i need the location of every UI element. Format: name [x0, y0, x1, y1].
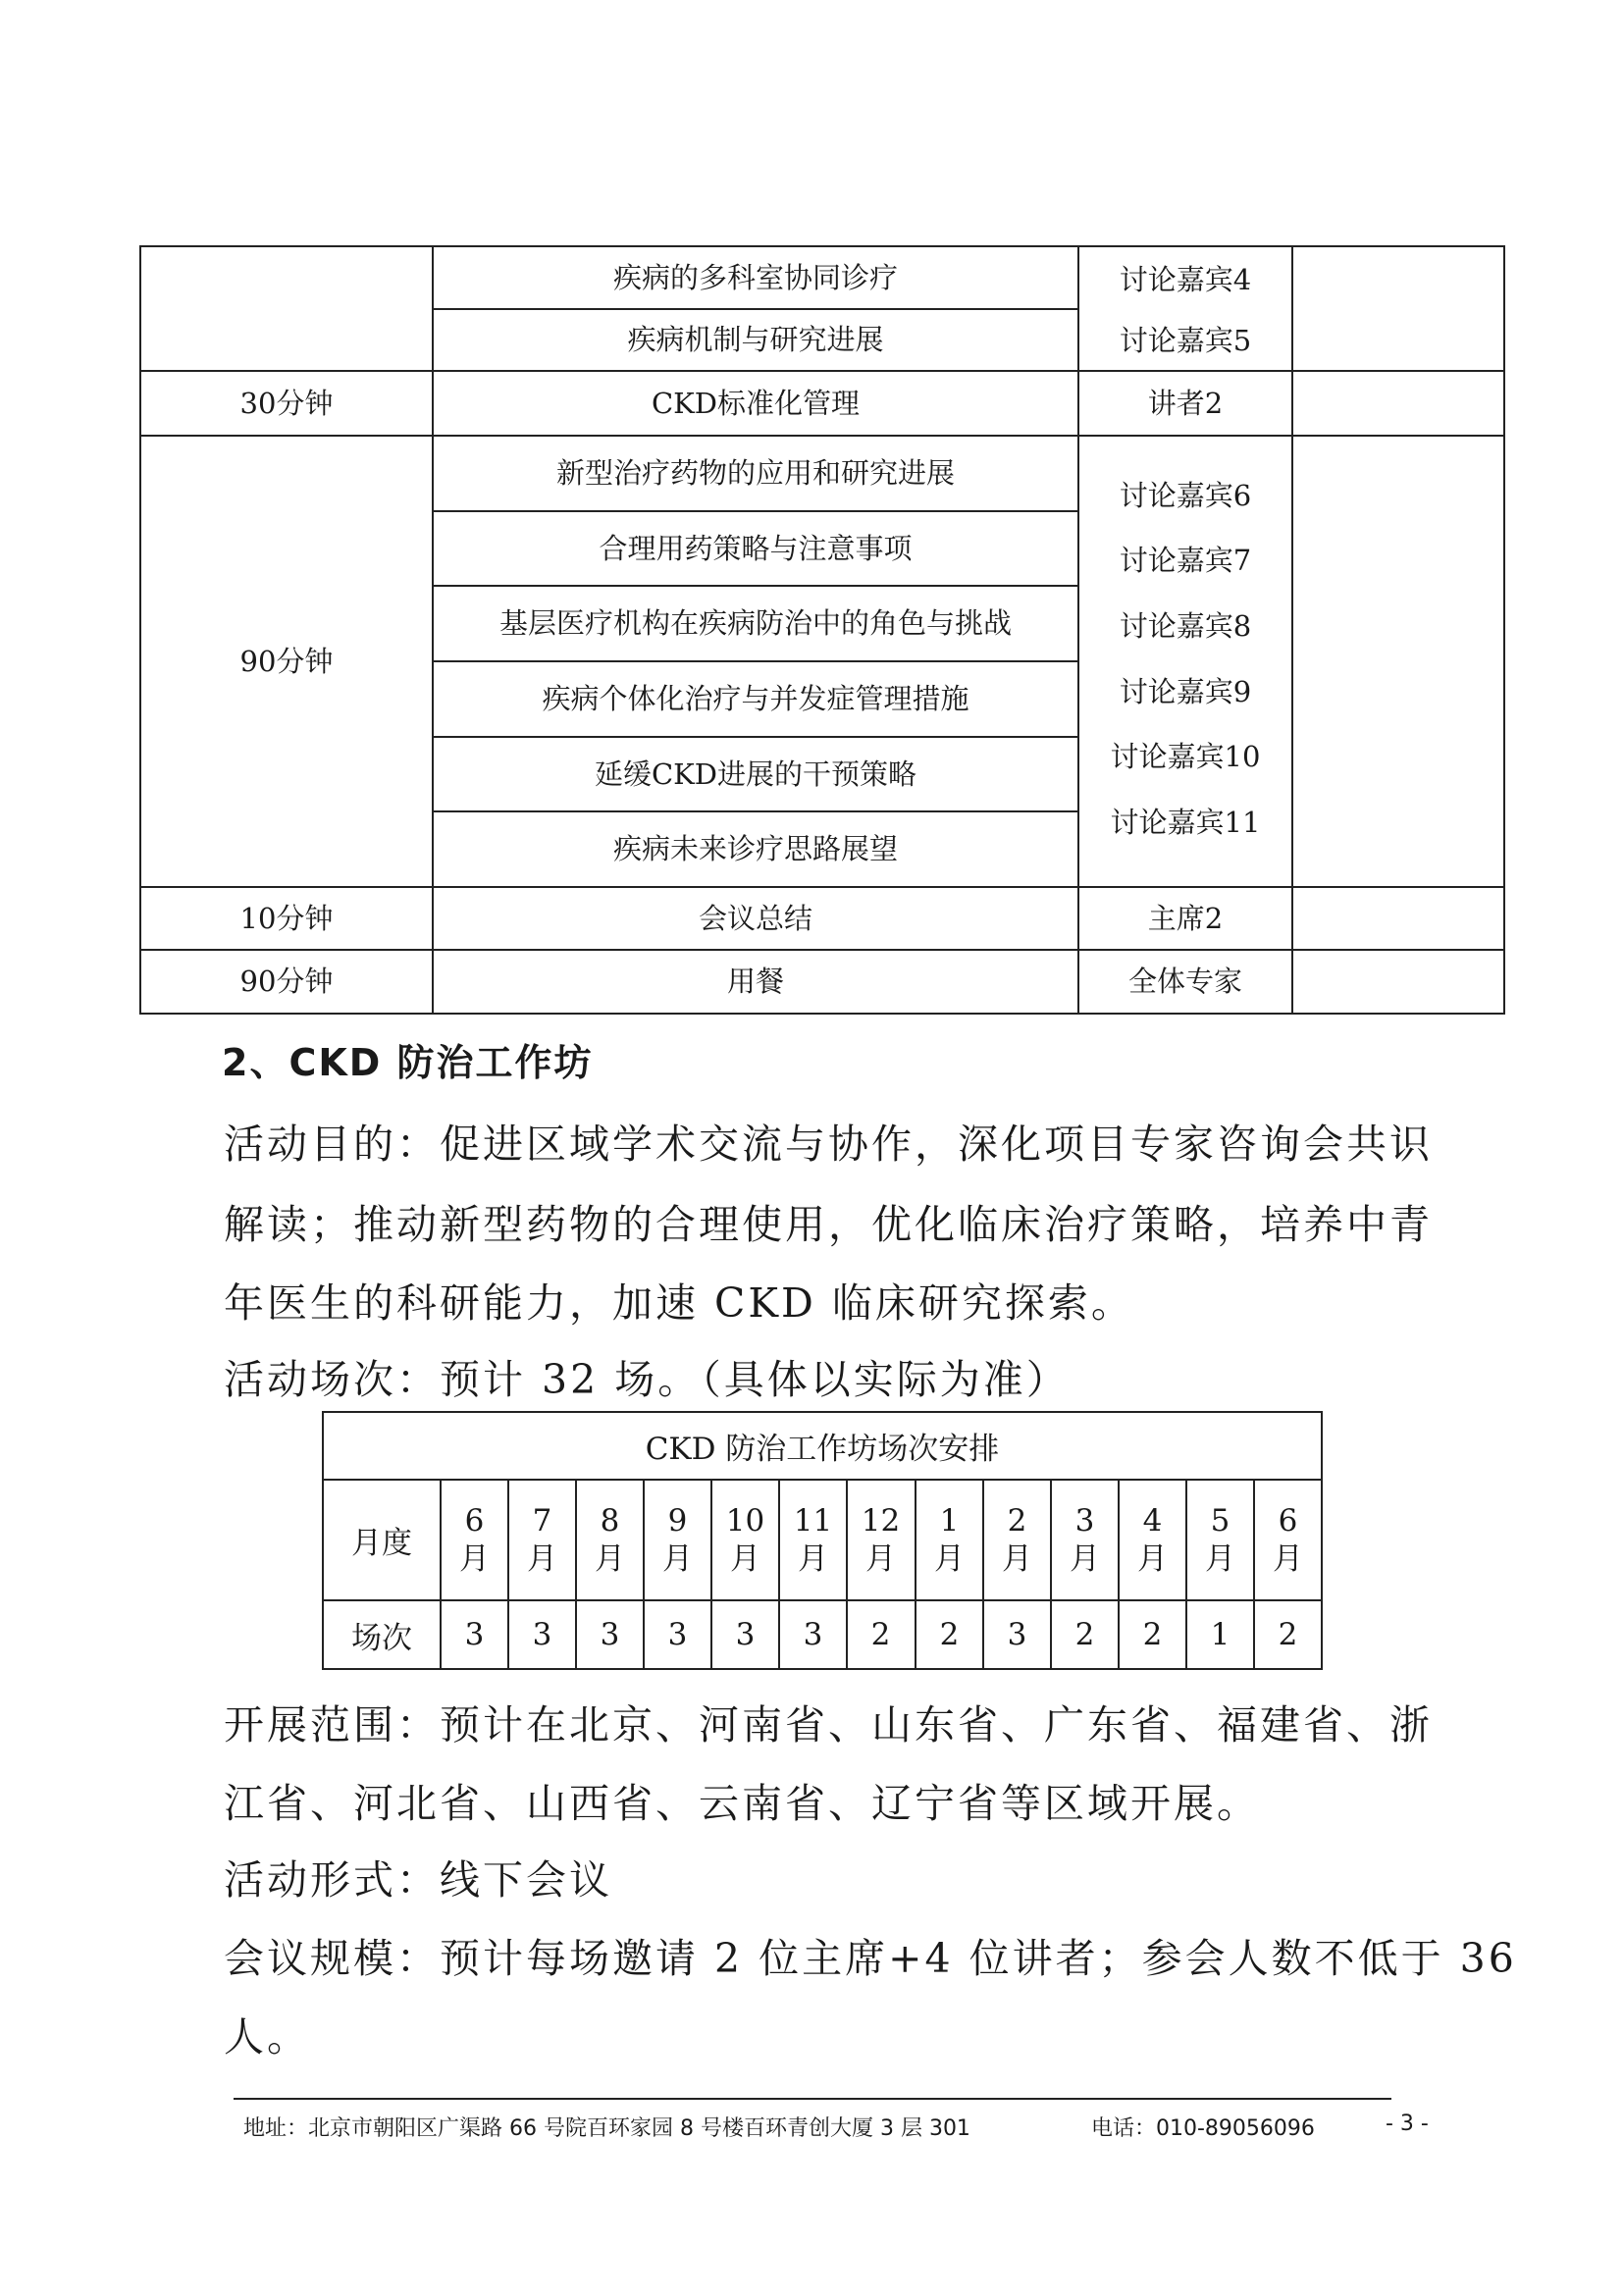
month-unit: 月 [730, 1540, 760, 1577]
month-unit: 月 [1273, 1540, 1303, 1577]
sessions-table-title: CKD 防治工作坊场次安排 [645, 1432, 1000, 1467]
month-number: 6 [464, 1502, 485, 1539]
month-unit: 月 [1137, 1540, 1168, 1577]
duration-cell: 90分钟 [239, 644, 334, 678]
count-header-label: 场次 [351, 1620, 412, 1656]
month-number: 1 [939, 1502, 960, 1539]
month-header-cell [509, 1481, 575, 1599]
month-number: 8 [600, 1502, 620, 1539]
month-unit: 月 [865, 1540, 896, 1577]
session-count-cell: 3 [803, 1617, 823, 1652]
month-header-cell [577, 1481, 643, 1599]
purpose-line: 解读；推动新型药物的合理使用，优化临床治疗策略，培养中青 [224, 1201, 1433, 1248]
topic-cell: 用餐 [726, 965, 784, 999]
month-unit: 月 [934, 1540, 965, 1577]
month-unit: 月 [662, 1540, 693, 1577]
month-header-cell [712, 1481, 778, 1599]
scale-line: 人。 [224, 2013, 310, 2061]
topic-cell: 合理用药策略与注意事项 [599, 531, 913, 565]
month-number: 10 [725, 1502, 765, 1539]
session-count-cell: 2 [870, 1617, 891, 1652]
speaker-name: 讨论嘉宾5 [1119, 324, 1252, 358]
section-heading: 2、CKD 防治工作坊 [222, 1041, 594, 1084]
session-count-cell: 2 [1142, 1617, 1163, 1652]
month-unit: 月 [798, 1540, 828, 1577]
session-count-cell: 3 [464, 1617, 485, 1652]
scale-line: 会议规模：预计每场邀请 2 位主席+4 位讲者；参会人数不低于 36 [224, 1935, 1517, 1982]
speaker-cell: 全体专家 [1127, 965, 1242, 999]
sessions-line: 活动场次：预计 32 场。（具体以实际为准） [224, 1356, 1070, 1403]
month-unit: 月 [527, 1540, 557, 1577]
topic-cell: 延缓CKD进展的干预策略 [594, 757, 917, 791]
month-number: 2 [1007, 1502, 1027, 1539]
month-header-cell [1052, 1481, 1118, 1599]
month-header-cell [645, 1481, 710, 1599]
month-unit: 月 [595, 1540, 625, 1577]
month-header-cell [1187, 1481, 1253, 1599]
month-header-label: 月度 [351, 1526, 412, 1561]
purpose-line: 年医生的科研能力，加速 CKD 临床研究探索。 [224, 1279, 1134, 1327]
month-unit: 月 [1205, 1540, 1235, 1577]
month-header-cell [1255, 1481, 1321, 1599]
month-header-cell [984, 1481, 1050, 1599]
topic-cell: 基层医疗机构在疾病防治中的角色与挑战 [498, 606, 1012, 641]
session-count-cell: 3 [1007, 1617, 1027, 1652]
session-count-cell: 1 [1210, 1617, 1230, 1652]
speaker-name: 讨论嘉宾6 [1119, 478, 1252, 512]
session-count-cell: 2 [939, 1617, 960, 1652]
session-count-cell: 3 [735, 1617, 756, 1652]
duration-cell: 10分钟 [239, 901, 334, 935]
month-number: 12 [861, 1502, 901, 1539]
month-header-cell [848, 1481, 914, 1599]
format-line: 活动形式：线下会议 [224, 1856, 612, 1904]
speaker-cell [1079, 247, 1291, 370]
month-number: 5 [1210, 1502, 1230, 1539]
page-number: - 3 - [1386, 2112, 1429, 2136]
month-number: 3 [1074, 1502, 1095, 1539]
footer-divider [234, 2098, 1391, 2100]
month-header-cell [1120, 1481, 1185, 1599]
scope-line: 江省、河北省、山西省、云南省、辽宁省等区域开展。 [224, 1780, 1260, 1827]
topic-cell: 疾病的多科室协同诊疗 [612, 260, 898, 294]
speaker-name: 讨论嘉宾7 [1119, 544, 1252, 578]
topic-cell: CKD标准化管理 [651, 386, 861, 420]
session-count-cell: 3 [532, 1617, 552, 1652]
duration-cell: 90分钟 [239, 965, 334, 999]
month-header-cell [916, 1481, 982, 1599]
session-count-cell: 2 [1278, 1617, 1298, 1652]
month-number: 7 [532, 1502, 552, 1539]
speaker-name: 讨论嘉宾4 [1119, 262, 1252, 296]
topic-cell: 疾病未来诊疗思路展望 [612, 832, 898, 866]
footer-phone: 电话：010-89056096 [1091, 2116, 1315, 2141]
session-count-cell: 3 [667, 1617, 688, 1652]
month-unit: 月 [459, 1540, 490, 1577]
session-count-cell: 3 [600, 1617, 620, 1652]
topic-cell: 疾病个体化治疗与并发症管理措施 [542, 682, 969, 716]
month-number: 4 [1142, 1502, 1163, 1539]
footer-address: 地址：北京市朝阳区广渠路 66 号院百环家园 8 号楼百环青创大厦 3 层 301 [243, 2116, 970, 2141]
session-count-cell: 2 [1074, 1617, 1095, 1652]
month-number: 11 [793, 1502, 833, 1539]
speaker-cell: 讲者2 [1147, 386, 1224, 420]
speaker-name: 讨论嘉宾11 [1110, 806, 1261, 840]
speaker-cell [1079, 461, 1291, 854]
speaker-name: 讨论嘉宾8 [1119, 609, 1252, 644]
topic-cell: 会议总结 [698, 901, 812, 935]
scope-line: 开展范围：预计在北京、河南省、山东省、广东省、福建省、浙 [224, 1701, 1433, 1748]
month-number: 6 [1278, 1502, 1298, 1539]
topic-cell: 新型治疗药物的应用和研究进展 [555, 456, 955, 491]
topic-cell: 疾病机制与研究进展 [627, 323, 884, 357]
speaker-name: 讨论嘉宾9 [1119, 674, 1252, 708]
purpose-line: 活动目的：促进区域学术交流与协作，深化项目专家咨询会共识 [224, 1121, 1433, 1168]
month-unit: 月 [1070, 1540, 1100, 1577]
speaker-name: 讨论嘉宾10 [1110, 740, 1261, 774]
month-header-cell [780, 1481, 846, 1599]
duration-cell: 30分钟 [239, 386, 334, 420]
month-header-cell [442, 1481, 507, 1599]
month-number: 9 [667, 1502, 688, 1539]
speaker-cell: 主席2 [1147, 901, 1224, 935]
month-unit: 月 [1002, 1540, 1032, 1577]
